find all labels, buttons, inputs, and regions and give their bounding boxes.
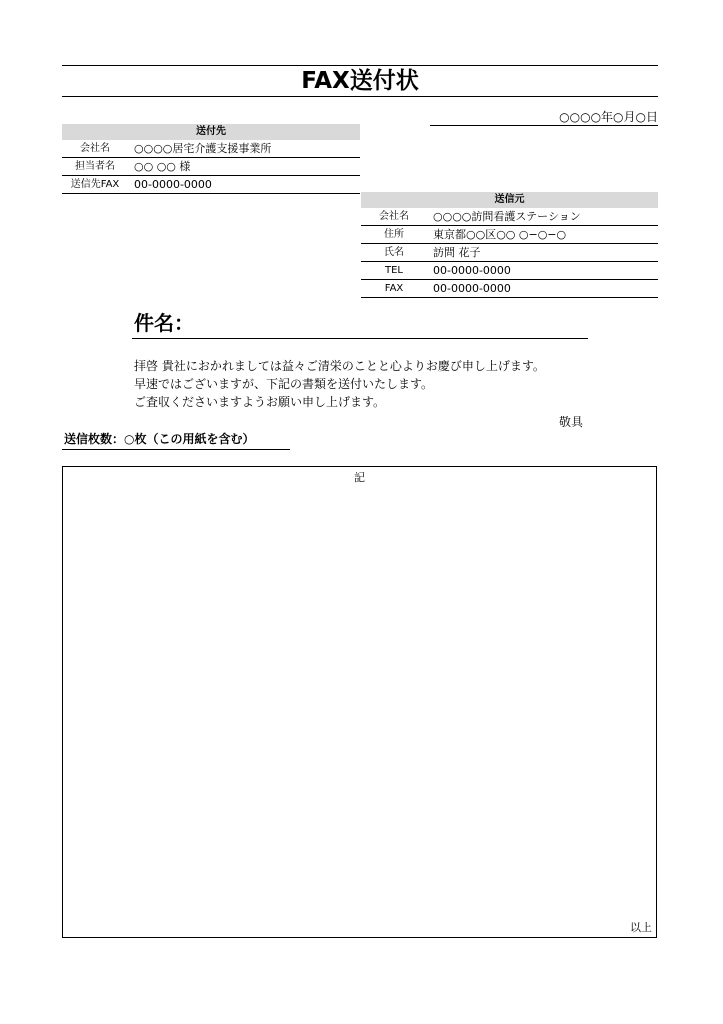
sender-row-company	[361, 208, 658, 226]
notes-box	[62, 466, 657, 938]
row-label: 送信先FAX	[70, 179, 120, 190]
row-label: 住所	[384, 229, 404, 240]
letter-line-2: 早速ではございますが、下記の書類を送付いたします。	[134, 377, 434, 391]
sender-table-header: 送信元	[361, 192, 658, 208]
row-label: FAX	[384, 283, 404, 294]
recipient-row-company	[62, 140, 360, 158]
recipient-fax-value: 00-0000-0000	[134, 178, 212, 191]
sender-fax-value: 00-0000-0000	[433, 282, 511, 295]
sender-name-value: 訪問 花子	[433, 246, 481, 259]
letter-line-3: ご査収くださいますようお願い申し上げます。	[134, 395, 386, 409]
sender-table	[361, 192, 658, 298]
row-label: TEL	[385, 265, 403, 276]
pages-count: 送信枚数：○枚（この用紙を含む）	[64, 432, 255, 446]
sender-row-address	[361, 226, 658, 244]
recipient-table-header: 送付先	[62, 124, 360, 140]
sender-row-fax	[361, 280, 658, 298]
title-bottom-rule	[62, 96, 658, 97]
date-text: ○○○○年○月○日	[559, 110, 658, 124]
subject-label: 件名：	[134, 311, 194, 335]
row-label: 担当者名	[75, 161, 115, 172]
sender-address-value: 東京都○○区○○ ○−○−○	[433, 228, 567, 241]
pages-count-underline	[62, 449, 290, 450]
recipient-contact-value: ○○ ○○ 様	[134, 160, 191, 173]
subject-underline	[132, 338, 588, 339]
document-title: FAX送付状	[301, 68, 419, 94]
end-label: 以上	[630, 921, 652, 934]
sender-tel-value: 00-0000-0000	[433, 264, 511, 277]
row-label: 氏名	[384, 247, 404, 258]
letter-closing: 敬具	[559, 415, 584, 429]
notes-label: 記	[354, 471, 365, 484]
sender-company-value: ○○○○訪問看護ステーション	[433, 210, 581, 223]
row-label: 会社名	[379, 211, 409, 222]
sender-row-tel	[361, 262, 658, 280]
letter-line-1: 拝啓 貴社におかれましては益々ご清栄のことと心よりお慶び申し上げます。	[134, 359, 545, 373]
sender-row-name	[361, 244, 658, 262]
recipient-table	[62, 124, 360, 194]
recipient-row-contact	[62, 158, 360, 176]
date-underline	[430, 125, 658, 126]
recipient-row-fax	[62, 176, 360, 194]
row-label: 会社名	[80, 143, 110, 154]
recipient-company-value: ○○○○居宅介護支援事業所	[134, 142, 272, 155]
